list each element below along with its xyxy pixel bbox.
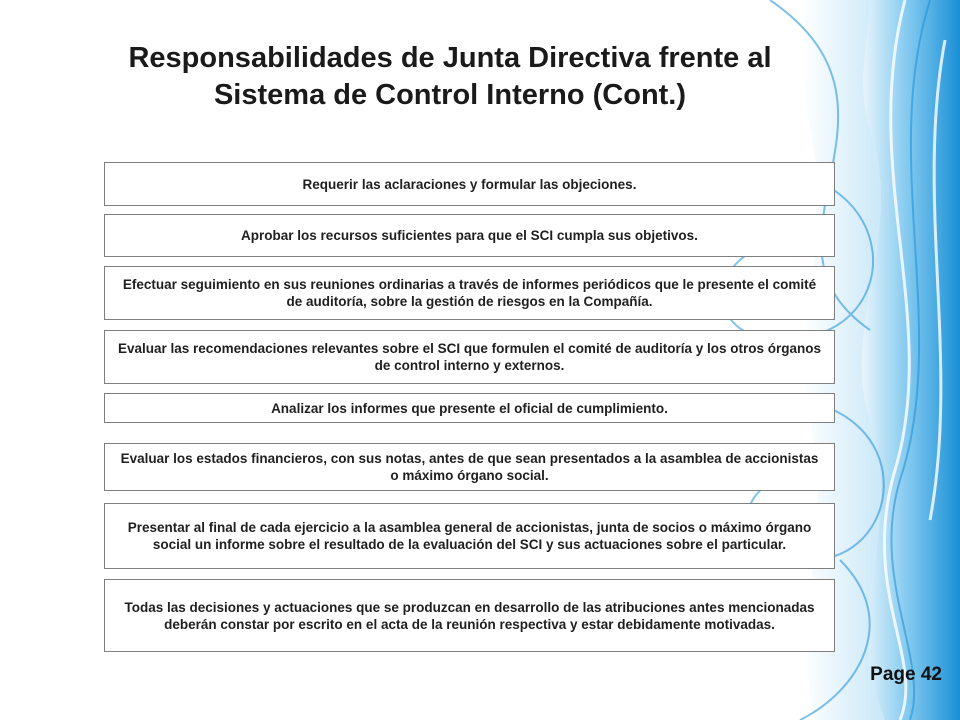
responsibility-item-3: Efectuar seguimiento en sus reuniones ordinarias a través de informes periódicos que le presente el comité de auditoría, sobre la gestión de riesgos en la Compañía. [104,266,835,320]
slide-title [40,40,860,114]
page-number: Page 42 [870,664,942,685]
responsibility-item-5: Analizar los informes que presente el oficial de cumplimiento. [104,393,835,423]
responsibility-item-6: Evaluar los estados financieros, con sus notas, antes de que sean presentados a la asamblea de accionistas o máximo órgano social. [104,443,835,491]
responsibility-item-2: Aprobar los recursos suficientes para que el SCI cumpla sus objetivos. [104,214,835,257]
responsibility-item-1: Requerir las aclaraciones y formular las objeciones. [104,162,835,206]
responsibility-item-7: Presentar al final de cada ejercicio a la asamblea general de accionistas, junta de socios o máximo órgano social un informe sobre el resultado de la evaluación del SCI y sus actuaciones sobre el particular. [104,503,835,569]
responsibility-item-4: Evaluar las recomendaciones relevantes sobre el SCI que formulen el comité de auditoría y los otros órganos de control interno y externos. [104,330,835,384]
responsibility-item-8: Todas las decisiones y actuaciones que se produzcan en desarrollo de las atribuciones antes mencionadas deberán constar por escrito en el acta de la reunión respectiva y estar debidamente motivadas. [104,579,835,652]
title-line-2: Sistema de Control Interno (Cont.) [213,79,687,111]
title-line-1: Responsabilidades de Junta Directiva frente al [128,42,772,74]
